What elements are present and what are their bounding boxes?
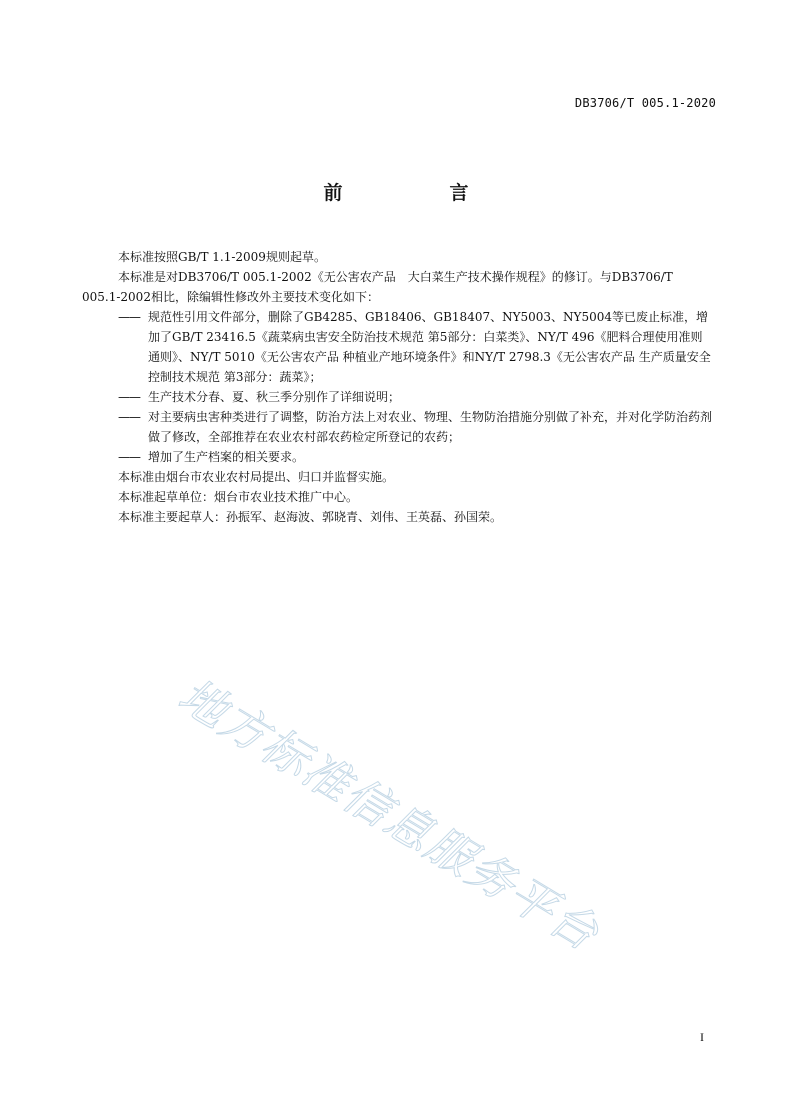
change-item-text: 对主要病虫害种类进行了调整，防治方法上对农业、物理、生物防治措施分别做了补充，并对化学防治药剂做了修改，全部推荐在农业农村部农药检定所登记的农药； — [148, 410, 713, 444]
dash-marker: —— — [118, 450, 140, 464]
watermark: 地方标准信息服务平台 — [169, 667, 609, 962]
change-item-text: 生产技术分春、夏、秋三季分别作了详细说明； — [148, 390, 401, 404]
change-item-records — [118, 447, 714, 467]
document-body — [82, 247, 714, 527]
paragraph-drafters: 本标准主要起草人：孙振军、赵海波、郭晓青、刘伟、王英磊、孙国荣。 — [118, 510, 503, 524]
change-item-references — [118, 307, 714, 387]
dash-marker: —— — [118, 410, 140, 424]
paragraph-drafting-rule: 本标准按照GB/T 1.1-2009规则起草。 — [118, 250, 326, 264]
page-number: I — [700, 1030, 704, 1044]
standard-code: DB3706/T 005.1-2020 — [574, 96, 716, 110]
change-item-text: 增加了生产档案的相关要求。 — [148, 450, 305, 464]
dash-marker: —— — [118, 390, 140, 404]
page-title: 前 言 — [323, 182, 513, 204]
paragraph-drafting-unit: 本标准起草单位：烟台市农业技术推广中心。 — [118, 490, 359, 504]
change-item-text: 规范性引用文件部分，删除了GB4285、GB18406、GB18407、NY5003、NY5004等已废止标准，增加了GB/T 23416.5《蔬菜病虫害安全防治技术规范 第5部分：白菜类》、NY/T 496《肥料合理使用准则 通则》、NY/T 5010《无公害农产品 种植业产地环境条件》和NY/T 2798.3《无公害农产品 生产质量安全控制技术规范 第3部分：蔬菜》； — [148, 310, 711, 384]
change-item-seasons — [118, 387, 714, 407]
change-item-pests — [118, 407, 714, 447]
paragraph-revision-line-2: 005.1-2002相比，除编辑性修改外主要技术变化如下： — [82, 290, 379, 304]
paragraph-revision-line-1: 本标准是对DB3706/T 005.1-2002《无公害农产品 大白菜生产技术操作规程》的修订。与DB3706/T — [118, 270, 673, 284]
paragraph-proposer: 本标准由烟台市农业农村局提出、归口并监督实施。 — [118, 470, 395, 484]
dash-marker: —— — [118, 310, 140, 324]
